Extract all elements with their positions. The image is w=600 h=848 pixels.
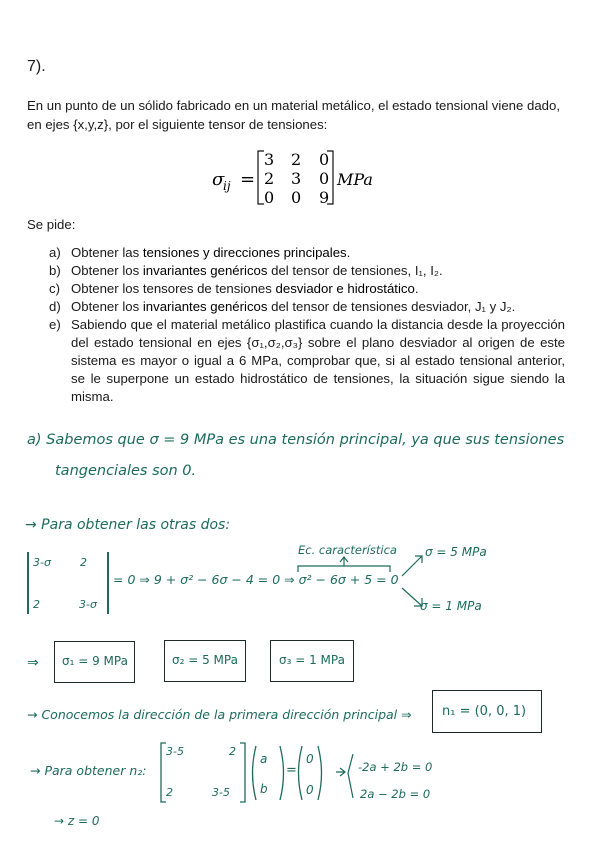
tasks-list	[49, 244, 565, 406]
vec-right-paren	[280, 746, 284, 800]
m-bl: 2	[166, 786, 173, 799]
root-2: σ = 1 MPa	[420, 599, 482, 613]
problem-number: 7).	[27, 58, 46, 75]
det-bl: 2	[33, 598, 40, 611]
t11: 3	[264, 150, 275, 169]
root-1: σ = 5 MPa	[425, 545, 487, 559]
system-eq-1: -2a + 2b = 0	[358, 760, 433, 774]
det-left-bar	[27, 552, 29, 614]
problem-intro: En un punto de un sólido fabricado en un material metálico, el estado tensional viene dado, en ejes {x,y,z}, por el siguiente tensor de tensiones:	[27, 98, 560, 132]
t13: 0	[319, 150, 330, 169]
m-tl: 3-5	[166, 745, 184, 758]
stress-tensor	[0, 143, 600, 207]
matrix-right-bracket	[240, 743, 245, 802]
t33: 9	[319, 188, 330, 207]
eq-sign: =	[286, 763, 297, 778]
zero-1: 0	[306, 752, 314, 766]
sigma2-value: σ₂ = 5 MPa	[172, 653, 238, 667]
n1-value: n₁ = (0, 0, 1)	[442, 704, 527, 719]
det-tr: 2	[80, 556, 87, 569]
det-tl: 3-σ	[33, 556, 51, 569]
ec-brace	[290, 556, 400, 576]
task-b: b) Obtener los invariantes genéricos del tensor de tensiones, I₁, I₂.	[49, 263, 443, 278]
tensor-equals: =	[240, 169, 256, 190]
z-equals-zero: → z = 0	[54, 814, 100, 828]
arrow-up-right-icon	[402, 556, 422, 576]
hw-line-2: tangenciales son 0.	[55, 463, 197, 479]
t22: 3	[291, 169, 302, 188]
hw-n2-line: → Para obtener n₂:	[30, 763, 147, 778]
hw-line-3: → Para obtener las otras dos:	[25, 517, 231, 533]
char-equation: = 0 ⇒ 9 + σ² − 6σ − 4 = 0 ⇒ σ² − 6σ + 5 = 0	[113, 572, 399, 587]
t32: 0	[291, 188, 302, 207]
se-pide: Se pide:	[27, 217, 76, 232]
vec-b: b	[260, 782, 268, 796]
zero-2: 0	[306, 783, 314, 797]
system-eq-2: 2a − 2b = 0	[360, 787, 431, 801]
t31: 0	[264, 188, 275, 207]
task-c: c) Obtener los tensores de tensiones desviador e hidrostático.	[49, 281, 419, 296]
implies-arrow-icon	[336, 768, 345, 776]
tensor-subscript: ij	[223, 179, 231, 193]
arrow-down-right-icon	[402, 588, 422, 606]
implies-sign: ⇒	[27, 655, 39, 671]
det-right-bar	[107, 552, 109, 614]
hw-direction-line: → Conocemos la dirección de la primera dirección principal ⇒	[27, 707, 412, 722]
task-e: e) Sabiendo que el material metálico plastifica cuando la distancia desde la proyección del estado tensional en ejes {σ₁,σ₂,σ₃} sobre el plano desviador al origen de este sistema es mayor o igual a 6 MPa, comprobar que, si al estado tensional anterior, se le superpone un estado hidrostático de tensiones, la situación sigue siendo la misma.	[49, 317, 565, 404]
m-br: 3-5	[212, 786, 230, 799]
sigma1-value: σ₁ = 9 MPa	[62, 654, 128, 668]
t12: 2	[291, 150, 302, 169]
t23: 0	[319, 169, 330, 188]
vec-a: a	[260, 752, 268, 766]
ec-label: Ec. característica	[298, 543, 397, 557]
m-tr: 2	[229, 745, 236, 758]
t21: 2	[264, 169, 275, 188]
vec-left-paren	[253, 746, 257, 800]
system-brace	[348, 754, 353, 798]
task-a: a) Obtener las tensiones y direcciones principales.	[49, 245, 351, 260]
zero-right-paren	[318, 746, 322, 800]
tensor-unit: MPa	[337, 170, 373, 189]
sigma3-value: σ₃ = 1 MPa	[279, 653, 345, 667]
zero-left-paren	[299, 746, 303, 800]
task-d: d) Obtener los invariantes genéricos del tensor de tensiones desviador, J₁ y J₂.	[49, 299, 516, 314]
hw-line-1: a) Sabemos que σ = 9 MPa es una tensión principal, ya que sus tensiones	[27, 432, 565, 448]
det-br: 3-σ	[79, 598, 97, 611]
tensor-symbol: σ	[212, 169, 225, 190]
up-arrow-icon	[340, 557, 348, 566]
